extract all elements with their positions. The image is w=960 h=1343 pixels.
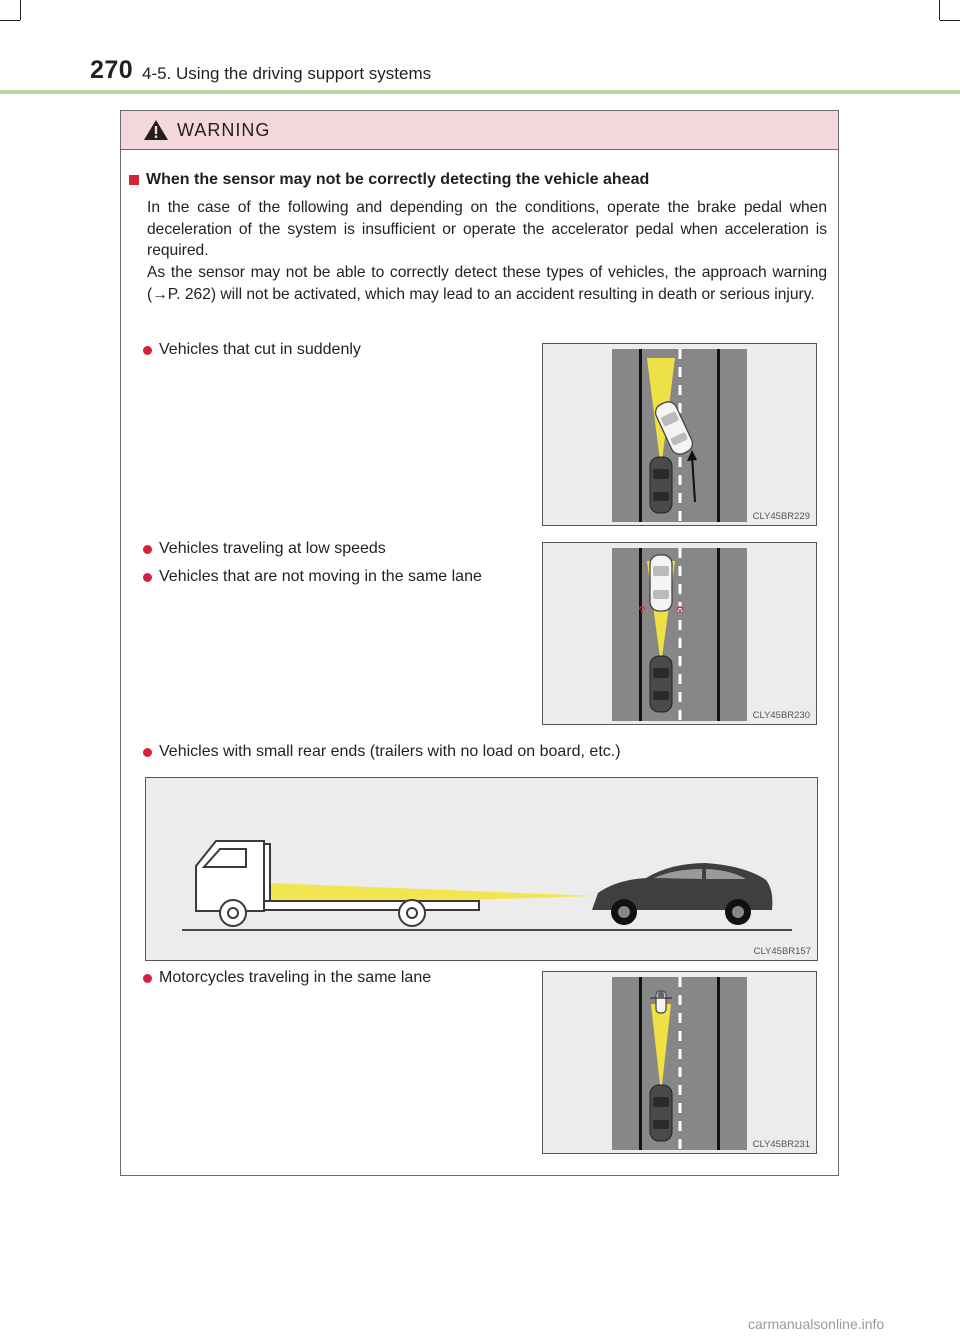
bullet-dot-icon: [143, 545, 152, 554]
figure-motorcycle: [542, 971, 817, 1154]
figure-code: CLY45BR231: [752, 1139, 810, 1150]
bullet-text: Vehicles with small rear ends (trailers with no load on board, etc.): [159, 743, 621, 760]
red-square-icon: [129, 175, 139, 185]
bullet-text: Vehicles traveling at low speeds: [159, 540, 386, 557]
bullet-text: Motorcycles traveling in the same lane: [159, 969, 432, 986]
bullet-cut-in: [143, 341, 361, 359]
figure-code: CLY45BR230: [752, 710, 810, 721]
page-header: [88, 50, 868, 92]
section-title: 4-5. Using the driving support systems: [142, 64, 432, 83]
bullet-dot-icon: [143, 974, 152, 983]
bullet-dot-icon: [143, 346, 152, 355]
bullet-dot-icon: [143, 573, 152, 582]
warning-triangle-icon: [143, 119, 169, 141]
watermark-text: carmanualsonline.info: [748, 1316, 885, 1332]
figure-code: CLY45BR157: [753, 946, 811, 957]
page-number: 270: [90, 56, 134, 84]
warning-box: [120, 110, 839, 1176]
bullet-text: Vehicles that cut in suddenly: [159, 341, 361, 358]
warning-paragraph-1: In the case of the following and depending on the conditions, operate the brake pedal when deceleration of the system is insufficient or operate the accelerator pedal when acceleration is required.: [147, 199, 827, 259]
figure-low-speed: [542, 542, 817, 725]
figure-code: CLY45BR229: [752, 511, 810, 522]
subhead-text: When the sensor may not be correctly detecting the vehicle ahead: [146, 171, 650, 188]
warning-label: WARNING: [177, 120, 271, 140]
bullet-low-speed: [143, 540, 386, 558]
header-rule: [0, 90, 960, 94]
bullet-text: Vehicles that are not moving in the same lane: [159, 568, 482, 585]
bullet-dot-icon: [143, 748, 152, 757]
figure-cut-in: [542, 343, 817, 526]
bullet-small-rear: [143, 743, 621, 761]
bullet-not-moving: [143, 568, 482, 586]
figure-small-rear: [145, 777, 818, 961]
bullet-motorcycles: [143, 969, 431, 987]
warning-header: [121, 111, 838, 150]
warning-subhead: [129, 171, 649, 189]
warning-paragraph-2: As the sensor may not be able to correctly detect these types of vehicles, the approach warning (→P. 262) will not be activated, which may lead to an accident resulting in death or serious injury.: [147, 264, 827, 303]
